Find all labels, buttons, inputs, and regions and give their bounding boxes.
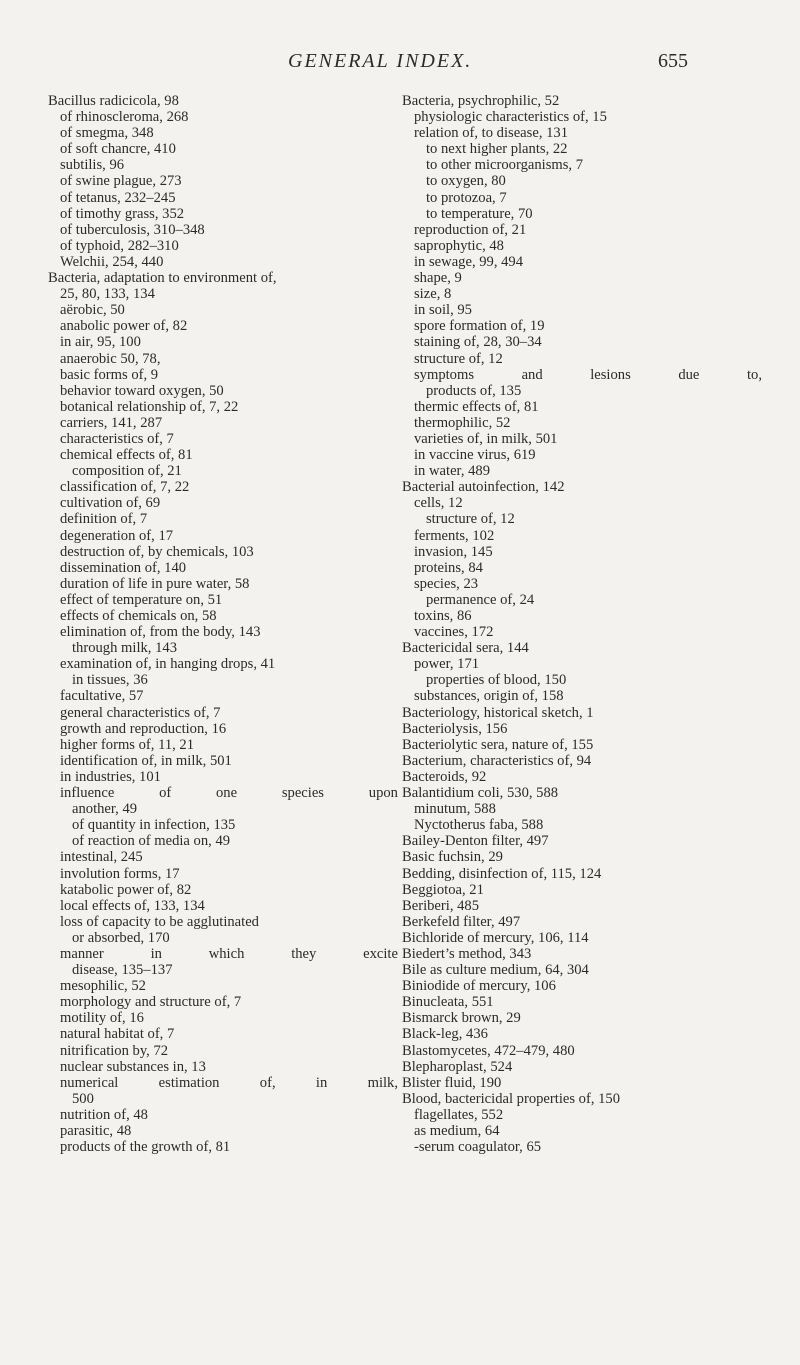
index-subentry: nutrition of, 48 [60, 1106, 148, 1123]
index-subentry: of smegma, 348 [60, 125, 154, 142]
index-entry: Bacteriolytic sera, nature of, 155 [402, 736, 594, 753]
index-subentry: of rhinoscleroma, 268 [60, 109, 189, 126]
index-subentry: definition of, 7 [60, 511, 148, 528]
index-subentry: ferments, 102 [414, 527, 495, 544]
index-subentry: spore formation of, 19 [414, 318, 545, 335]
index-subentry: disease, 135–137 [72, 962, 173, 979]
index-subentry: substances, origin of, 158 [414, 688, 564, 705]
index-subentry: general characteristics of, 7 [60, 704, 221, 721]
index-subentry: in air, 95, 100 [60, 334, 141, 351]
index-subentry: proteins, 84 [414, 559, 483, 576]
index-subentry: Nyctotherus faba, 588 [414, 817, 544, 834]
index-subentry: behavior toward oxygen, 50 [60, 382, 224, 399]
index-subentry: physiologic characteristics of, 15 [414, 109, 607, 126]
index-subentry: in industries, 101 [60, 768, 161, 785]
index-entry: Bacteriolysis, 156 [402, 720, 508, 737]
index-entry: Blepharoplast, 524 [402, 1058, 513, 1075]
index-subentry: cultivation of, 69 [60, 495, 161, 512]
index-subentry: of soft chancre, 410 [60, 141, 176, 158]
index-subentry: of typhoid, 282–310 [60, 237, 179, 254]
index-entry: Beriberi, 485 [402, 897, 480, 914]
index-subentry: staining of, 28, 30–34 [414, 334, 542, 351]
index-entry: Beggiotoa, 21 [402, 881, 484, 898]
index-subentry: local effects of, 133, 134 [60, 897, 205, 914]
index-entry: Bacteria, adaptation to environment of, [48, 270, 277, 287]
index-subentry: botanical relationship of, 7, 22 [60, 398, 239, 415]
index-subentry: in sewage, 99, 494 [414, 253, 524, 270]
index-entry: Bedding, disinfection of, 115, 124 [402, 865, 602, 882]
index-subentry: nitrification by, 72 [60, 1042, 169, 1059]
index-subentry: intestinal, 245 [60, 849, 143, 866]
index-subentry: manner in which they excite [60, 945, 398, 962]
index-subentry: of swine plague, 273 [60, 173, 182, 190]
page-number: 655 [658, 50, 688, 72]
index-subentry: products of the growth of, 81 [60, 1139, 231, 1156]
index-subentry: flagellates, 552 [414, 1106, 504, 1123]
index-subentry: influence of one species upon [60, 785, 398, 802]
index-subentry: through milk, 143 [72, 640, 177, 657]
index-subentry: of timothy grass, 352 [60, 205, 185, 222]
index-subentry: elimination of, from the body, 143 [60, 624, 261, 641]
index-entry: Bichloride of mercury, 106, 114 [402, 929, 589, 946]
index-subentry: classification of, 7, 22 [60, 479, 190, 496]
index-subentry: composition of, 21 [72, 463, 182, 480]
index-subentry: minutum, 588 [414, 801, 496, 818]
index-subentry: carriers, 141, 287 [60, 414, 163, 431]
index-subentry: of tetanus, 232–245 [60, 189, 176, 206]
index-subentry: katabolic power of, 82 [60, 881, 192, 898]
index-subentry: thermic effects of, 81 [414, 398, 539, 415]
index-subentry: another, 49 [72, 801, 138, 818]
index-entry: Binucleata, 551 [402, 994, 494, 1011]
index-entry: Bacillus radicicola, 98 [48, 93, 179, 109]
index-subentry: higher forms of, 11, 21 [60, 736, 195, 753]
index-subentry: basic forms of, 9 [60, 366, 159, 383]
index-entry: Blister fluid, 190 [402, 1074, 502, 1091]
index-subentry: or absorbed, 170 [72, 929, 170, 946]
index-subentry: permanence of, 24 [426, 591, 535, 608]
index-column-left [48, 93, 398, 1155]
index-subentry: numerical estimation of, in milk, [60, 1074, 398, 1091]
index-subentry: mesophilic, 52 [60, 978, 146, 995]
index-subentry: invasion, 145 [414, 543, 493, 560]
index-entry: Bacterial autoinfection, 142 [402, 479, 565, 496]
index-subentry: 500 [72, 1090, 94, 1107]
index-subentry: to oxygen, 80 [426, 173, 506, 190]
index-subentry: in vaccine virus, 619 [414, 447, 536, 464]
index-subentry: thermophilic, 52 [414, 414, 511, 431]
index-column-right [402, 93, 762, 1155]
index-subentry: involution forms, 17 [60, 865, 180, 882]
index-subentry: properties of blood, 150 [426, 672, 567, 689]
index-subentry: examination of, in hanging drops, 41 [60, 656, 276, 673]
index-subentry: cells, 12 [414, 495, 463, 512]
index-subentry: effects of chemicals on, 58 [60, 608, 217, 624]
index-subentry: toxins, 86 [414, 608, 472, 624]
index-subentry: saprophytic, 48 [414, 237, 504, 254]
index-subentry: species, 23 [414, 575, 479, 592]
index-entry: Biedert’s method, 343 [402, 945, 532, 962]
page-header [0, 50, 800, 80]
index-entry: Bacteroids, 92 [402, 768, 487, 785]
index-subentry: structure of, 12 [414, 350, 503, 367]
index-subentry: size, 8 [414, 286, 452, 303]
index-subentry: shape, 9 [414, 270, 462, 287]
index-subentry: growth and reproduction, 16 [60, 720, 227, 737]
index-subentry: in water, 489 [414, 463, 491, 480]
index-entry: Bacteria, psychrophilic, 52 [402, 93, 560, 109]
index-subentry: facultative, 57 [60, 688, 144, 705]
index-subentry: aërobic, 50 [60, 302, 125, 319]
index-subentry: subtilis, 96 [60, 157, 125, 174]
index-subentry: anabolic power of, 82 [60, 318, 188, 335]
index-subentry: nuclear substances in, 13 [60, 1058, 206, 1075]
index-subentry: to protozoa, 7 [426, 189, 507, 206]
index-subentry: of reaction of media on, 49 [72, 833, 231, 850]
index-subentry: of quantity in infection, 135 [72, 817, 236, 834]
index-entry: Blood, bactericidal properties of, 150 [402, 1090, 621, 1107]
index-subentry: 25, 80, 133, 134 [60, 286, 155, 303]
index-subentry: relation of, to disease, 131 [414, 125, 569, 142]
index-subentry: duration of life in pure water, 58 [60, 575, 250, 592]
index-entry: Bismarck brown, 29 [402, 1010, 521, 1027]
index-subentry: -serum coagulator, 65 [414, 1139, 542, 1156]
index-subentry: motility of, 16 [60, 1010, 144, 1027]
running-title: GENERAL INDEX. [288, 50, 473, 72]
index-subentry: chemical effects of, 81 [60, 447, 193, 464]
index-entry: Bactericidal sera, 144 [402, 640, 529, 657]
index-subentry: parasitic, 48 [60, 1123, 132, 1139]
index-entry: Black-leg, 436 [402, 1026, 488, 1043]
index-entry: Bacteriology, historical sketch, 1 [402, 704, 594, 721]
index-entry: Basic fuchsin, 29 [402, 849, 503, 866]
index-subentry: morphology and structure of, 7 [60, 994, 242, 1011]
index-entry: Biniodide of mercury, 106 [402, 978, 556, 995]
index-subentry: dissemination of, 140 [60, 559, 187, 576]
index-subentry: natural habitat of, 7 [60, 1026, 175, 1043]
index-entry: Blastomycetes, 472–479, 480 [402, 1042, 575, 1059]
index-subentry: loss of capacity to be agglutinated [60, 913, 259, 930]
index-subentry: reproduction of, 21 [414, 221, 527, 238]
index-subentry: characteristics of, 7 [60, 430, 174, 447]
index-entry: Berkefeld filter, 497 [402, 913, 521, 930]
index-entry: Bailey-Denton filter, 497 [402, 833, 549, 850]
index-subentry: vaccines, 172 [414, 624, 494, 641]
index-subentry: symptoms and lesions due to, [414, 366, 762, 383]
index-subentry: structure of, 12 [426, 511, 515, 528]
index-subentry: Welchii, 254, 440 [60, 253, 164, 270]
index-entry: Bacterium, characteristics of, 94 [402, 752, 592, 769]
index-subentry: identification of, in milk, 501 [60, 752, 232, 769]
index-subentry: degeneration of, 17 [60, 527, 174, 544]
index-subentry: to other microorganisms, 7 [426, 157, 583, 174]
index-entry: Bile as culture medium, 64, 304 [402, 962, 589, 979]
index-subentry: anaerobic 50, 78, [60, 350, 161, 367]
index-subentry: of tuberculosis, 310–348 [60, 221, 205, 238]
index-subentry: effect of temperature on, 51 [60, 591, 223, 608]
index-subentry: varieties of, in milk, 501 [414, 430, 558, 447]
index-subentry: power, 171 [414, 656, 480, 673]
index-subentry: products of, 135 [426, 382, 522, 399]
index-subentry: to next higher plants, 22 [426, 141, 568, 158]
index-subentry: in soil, 95 [414, 302, 472, 319]
index-subentry: in tissues, 36 [72, 672, 148, 689]
index-subentry: as medium, 64 [414, 1123, 500, 1139]
index-subentry: destruction of, by chemicals, 103 [60, 543, 254, 560]
index-subentry: to temperature, 70 [426, 205, 533, 222]
index-entry: Balantidium coli, 530, 588 [402, 785, 559, 802]
